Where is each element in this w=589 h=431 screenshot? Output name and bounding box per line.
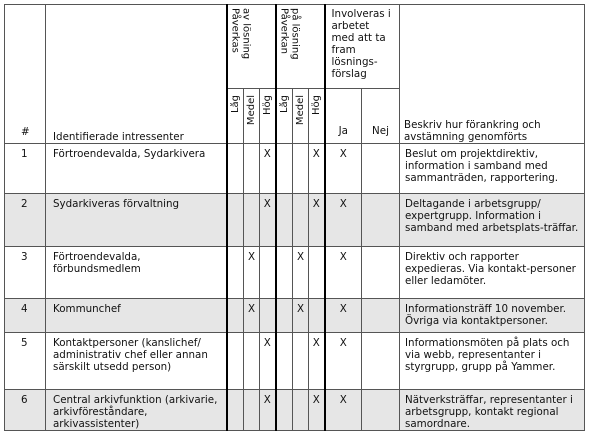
mark-cell-nej: [362, 247, 400, 299]
row-name: Sydarkiveras förvaltning: [46, 194, 227, 247]
row-desc: Informationsträff 10 november. Övriga via kontaktpersoner.: [400, 299, 585, 333]
mark-cell-nej: [362, 333, 400, 390]
header-beskriv: Beskriv hur förankring och avstämning genomförts: [400, 5, 585, 144]
mark-cell: X: [309, 390, 325, 431]
mark-cell: X: [309, 194, 325, 247]
level-hog-a: [260, 89, 276, 144]
mark-cell: [244, 333, 260, 390]
mark-cell-ja: X: [325, 333, 362, 390]
mark-cell: X: [293, 247, 309, 299]
level-hog-b: [309, 89, 325, 144]
mark-cell: [227, 194, 244, 247]
mark-cell: X: [260, 333, 276, 390]
row-desc: Nätverksträffar, representanter i arbetsgrupp, kontakt regional samordnare.: [400, 390, 585, 431]
table-row: [5, 390, 585, 431]
row-num: 3: [5, 247, 46, 299]
mark-cell: X: [244, 247, 260, 299]
level-lag-a-label: Låg: [229, 95, 241, 114]
mark-cell: X: [309, 144, 325, 194]
paverkan-label-2: på lösning: [289, 8, 301, 60]
table-row: [5, 333, 585, 390]
mark-cell: X: [260, 194, 276, 247]
mark-cell-nej: [362, 144, 400, 194]
row-num: 5: [5, 333, 46, 390]
row-desc: Direktiv och rapporter expedieras. Via kontakt-personer eller ledamöter.: [400, 247, 585, 299]
row-name: Central arkivfunktion (arkivarie, arkivföreståndare, arkivassistenter): [46, 390, 227, 431]
mark-cell: [227, 390, 244, 431]
mark-cell-ja: X: [325, 390, 362, 431]
mark-cell: [293, 194, 309, 247]
mark-cell-nej: [362, 390, 400, 431]
header-nej: Nej: [362, 89, 400, 144]
stakeholder-table: [4, 4, 585, 431]
mark-cell: X: [244, 299, 260, 333]
mark-cell-ja: X: [325, 299, 362, 333]
row-desc: Deltagande i arbetsgrupp/ expertgrupp. Information i samband med arbetsplats-träffar.: [400, 194, 585, 247]
header-paverkas-group: [227, 5, 276, 89]
mark-cell: [293, 144, 309, 194]
level-lag-a: [227, 89, 244, 144]
mark-cell: [227, 144, 244, 194]
row-desc: Informationsmöten på plats och via webb, representanter i styrgrupp, grupp på Yammer.: [400, 333, 585, 390]
row-name: Kontaktpersoner (kanslichef/ administrativ chef eller annan särskilt utsedd person): [46, 333, 227, 390]
table-row: [5, 247, 585, 299]
mark-cell: [293, 390, 309, 431]
header-paverkan-group: [276, 5, 325, 89]
mark-cell: [276, 144, 293, 194]
level-medel-a-label: Medel: [246, 95, 257, 126]
level-hog-b-label: Hög: [310, 95, 322, 115]
mark-cell: [244, 194, 260, 247]
mark-cell: [293, 333, 309, 390]
mark-cell: [260, 299, 276, 333]
paverkan-label-1: Påverkan: [278, 8, 290, 54]
paverkas-label-1: Påverkas: [229, 8, 241, 53]
mark-cell: [309, 247, 325, 299]
mark-cell-nej: [362, 299, 400, 333]
mark-cell: [260, 247, 276, 299]
level-hog-a-label: Hög: [261, 95, 273, 115]
row-desc: Beslut om projektdirektiv, information i samband med sammanträden, rapportering.: [400, 144, 585, 194]
table-row: [5, 194, 585, 247]
mark-cell: X: [260, 144, 276, 194]
mark-cell: [276, 194, 293, 247]
header-num: #: [5, 5, 46, 144]
level-medel-a: [244, 89, 260, 144]
mark-cell: [244, 144, 260, 194]
mark-cell: [227, 247, 244, 299]
mark-cell: [276, 333, 293, 390]
row-num: 1: [5, 144, 46, 194]
mark-cell: X: [260, 390, 276, 431]
table-row: [5, 144, 585, 194]
row-num: 6: [5, 390, 46, 431]
mark-cell-ja: X: [325, 247, 362, 299]
header-ja: Ja: [325, 89, 362, 144]
row-num: 4: [5, 299, 46, 333]
header-row-top: [5, 5, 585, 89]
level-medel-b: [293, 89, 309, 144]
mark-cell: [309, 299, 325, 333]
table-row: [5, 299, 585, 333]
level-medel-b-label: Medel: [295, 95, 306, 126]
row-num: 2: [5, 194, 46, 247]
mark-cell-nej: [362, 194, 400, 247]
level-lag-b-label: Låg: [278, 95, 290, 114]
mark-cell: [276, 247, 293, 299]
header-intressenter: Identifierade intressenter: [46, 5, 227, 144]
header-involveras: Involveras i arbetet med att ta fram lösnings-förslag: [325, 5, 400, 89]
mark-cell: [276, 390, 293, 431]
paverkas-label-2: av lösning: [240, 8, 252, 60]
mark-cell: X: [309, 333, 325, 390]
row-name: Förtroendevalda, förbundsmedlem: [46, 247, 227, 299]
mark-cell-ja: X: [325, 144, 362, 194]
mark-cell: [276, 299, 293, 333]
row-name: Kommunchef: [46, 299, 227, 333]
level-lag-b: [276, 89, 293, 144]
mark-cell: [244, 390, 260, 431]
mark-cell: [227, 333, 244, 390]
mark-cell: [227, 299, 244, 333]
mark-cell-ja: X: [325, 194, 362, 247]
row-name: Förtroendevalda, Sydarkivera: [46, 144, 227, 194]
mark-cell: X: [293, 299, 309, 333]
